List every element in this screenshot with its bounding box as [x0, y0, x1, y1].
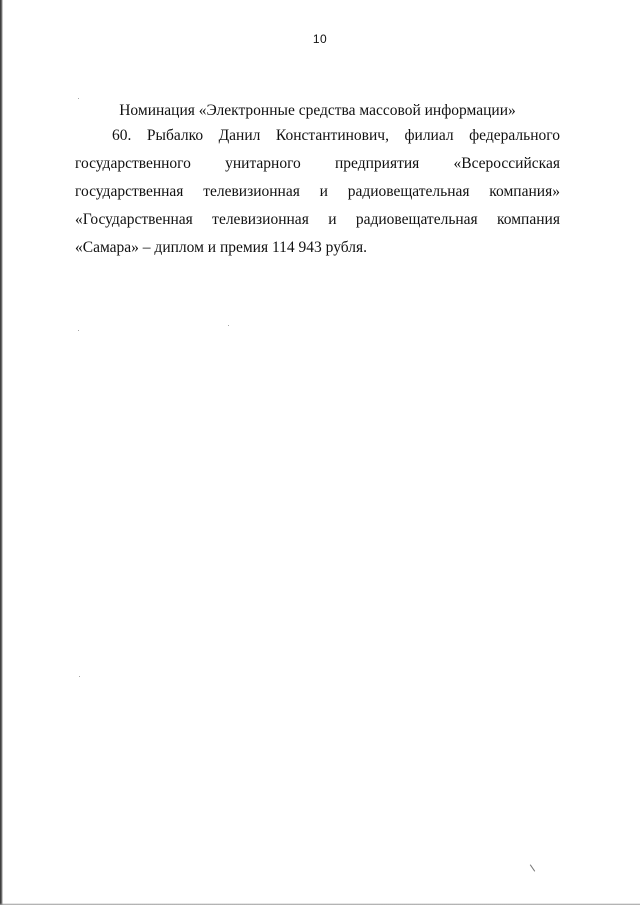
paragraph-word: государственная: [75, 183, 184, 200]
paragraph-word: и: [328, 211, 337, 228]
paragraph-line-2: [75, 154, 560, 174]
scan-speck: [79, 676, 80, 677]
scan-edge-left: [0, 0, 3, 905]
page-number: 10: [312, 32, 328, 46]
scan-speck: [78, 330, 79, 331]
paragraph-word: компания: [497, 211, 560, 228]
paragraph-word: федерального: [469, 127, 560, 144]
paragraph-line-5: [75, 238, 560, 258]
paragraph-word: унитарного: [225, 155, 301, 172]
paragraph-word: предприятия: [335, 155, 420, 172]
paragraph-word: компания»: [489, 183, 560, 200]
paragraph-word: Рыбалко: [146, 127, 204, 144]
scan-speck: [78, 98, 79, 99]
nomination-heading: Номинация «Электронные средства массовой информации»: [119, 102, 516, 119]
scan-speck: [228, 325, 229, 326]
scan-mark: [530, 864, 535, 871]
paragraph-word: радиовещательная: [347, 183, 470, 200]
paragraph-word: государственного: [75, 155, 191, 172]
paragraph-word: телевизионная: [203, 183, 300, 200]
paragraph-word: и: [319, 183, 328, 200]
paragraph-word: «Всероссийская: [453, 155, 560, 172]
paragraph-word: Константинович,: [275, 127, 389, 144]
paragraph-word: 60.: [112, 127, 132, 144]
paragraph-word: телевизионная: [212, 211, 309, 228]
paragraph-word: «Государственная: [75, 211, 193, 228]
paragraph-line-1: [75, 126, 560, 146]
paragraph-line-4: [75, 210, 560, 230]
paragraph-word: Данил: [218, 127, 261, 144]
paragraph-word: «Самара» – диплом и премия 114 943 рубля.: [75, 239, 367, 256]
paragraph-word: радиовещательная: [355, 211, 478, 228]
paragraph-word: филиал: [404, 127, 454, 144]
paragraph-line-3: [75, 182, 560, 202]
